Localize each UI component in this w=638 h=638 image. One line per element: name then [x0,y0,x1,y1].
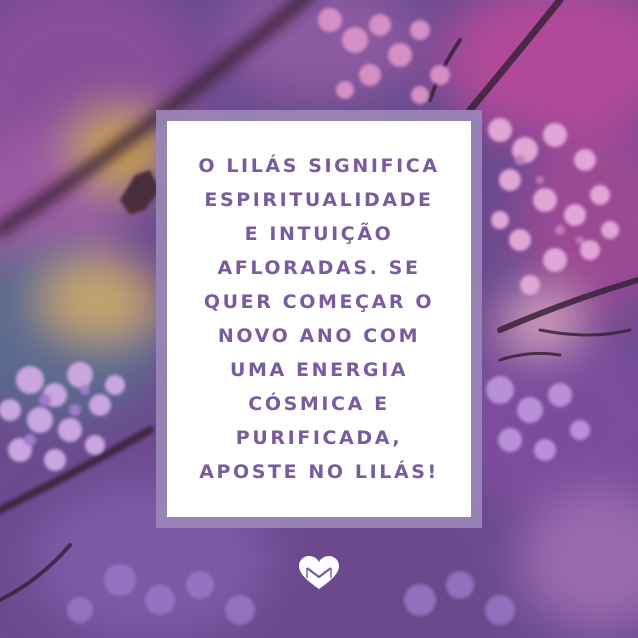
quote-line: CÓSMICA E [248,393,390,415]
quote-line: O LILÁS SIGNIFICA [198,155,440,177]
quote-line: NOVO ANO COM [217,325,421,347]
quote-line: E INTUIÇÃO [244,223,394,245]
quote-text [167,149,471,489]
quote-card [167,121,471,517]
quote-line: QUER COMEÇAR O [203,291,435,313]
heart-envelope-icon [298,556,340,590]
quote-line: UMA ENERGIA [229,359,409,381]
quote-line: ESPIRITUALIDADE [204,189,434,211]
quote-line: AFLORADAS. SE [217,257,421,279]
quote-line: APOSTE NO LILÁS! [199,461,439,483]
quote-line: PURIFICADA, [235,427,403,449]
